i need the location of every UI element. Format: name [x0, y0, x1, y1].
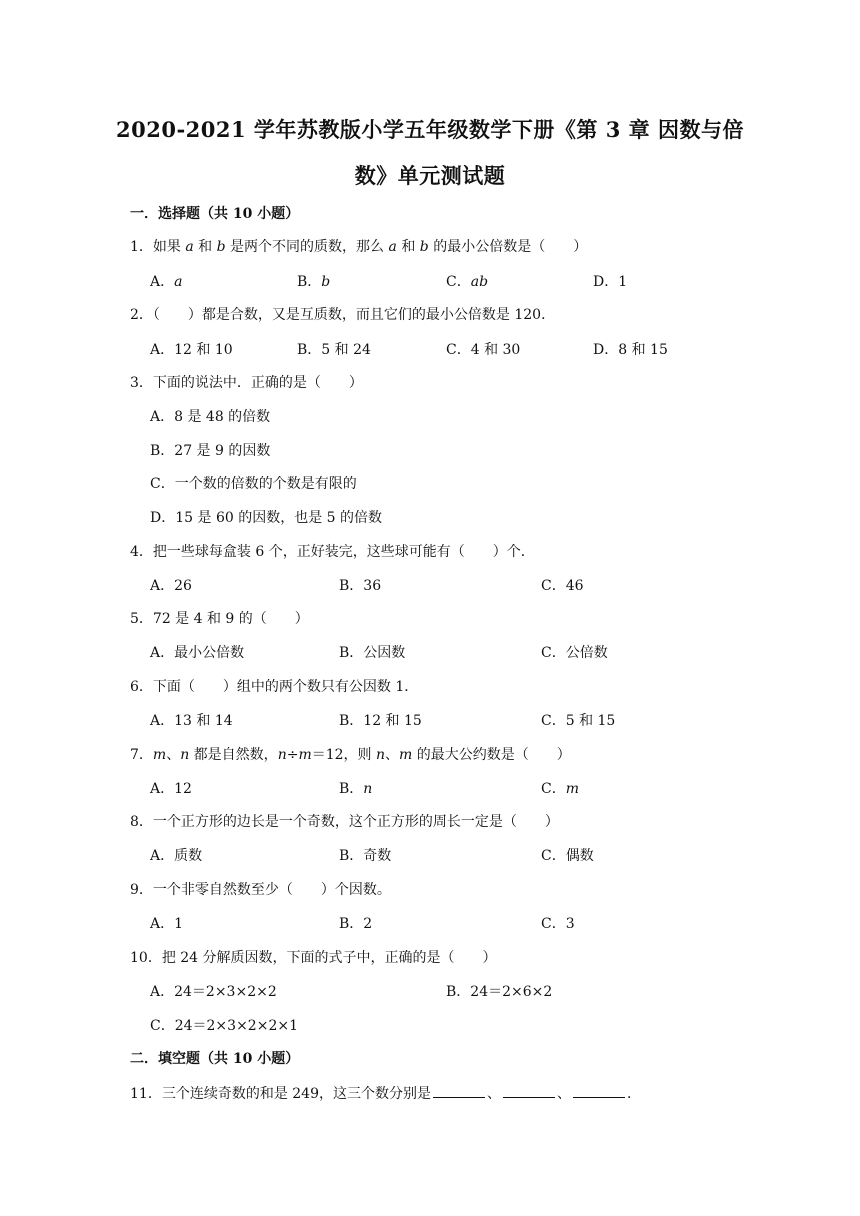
question-6: 6．下面（ ）组中的两个数只有公因数 1．: [130, 679, 419, 695]
question-text: 的最大公约数是（ ）: [412, 747, 571, 763]
question-11: [130, 1083, 641, 1103]
q8-option-b: B．奇数: [339, 848, 392, 864]
q4-option-c: C．46: [541, 578, 584, 594]
q9-option-a: A．1: [150, 916, 184, 932]
q7-option-b: [339, 778, 372, 798]
q2-option-c: C．4 和 30: [446, 342, 521, 358]
variable-b: b: [216, 239, 226, 255]
separator: 、: [557, 1086, 571, 1102]
question-10: 10．把 24 分解质因数，下面的式子中，正确的是（ ）: [130, 950, 497, 966]
question-5: 5．72 是 4 和 9 的（ ）: [130, 611, 309, 627]
variable-n: n: [376, 747, 386, 763]
question-7: [130, 744, 571, 764]
q5-option-b: B．公因数: [339, 645, 406, 661]
question-text: 11．三个连续奇数的和是 249，这三个数分别是: [130, 1086, 431, 1102]
q1-option-a: [150, 271, 182, 291]
option-label: C．: [446, 274, 471, 290]
question-text: 是两个不同的质数，那么: [225, 239, 389, 255]
document-title-line2: 数》单元测试题: [354, 163, 506, 188]
q4-option-b: B．36: [339, 578, 382, 594]
q10-option-a: A．24＝2×3×2×2: [150, 984, 277, 1000]
q7-option-a: A．12: [150, 781, 192, 797]
q5-option-c: C．公倍数: [541, 645, 608, 661]
section-fill-heading: 二．填空题（共 10 小题）: [130, 1051, 300, 1067]
q3-option-c: C．一个数的倍数的个数是有限的: [150, 476, 357, 492]
option-label: B．: [297, 274, 322, 290]
variable-m: m: [152, 747, 167, 763]
variable-m: m: [298, 747, 312, 763]
separator: 、: [487, 1086, 501, 1102]
option-value: n: [363, 781, 373, 797]
q8-option-c: C．偶数: [541, 848, 594, 864]
q3-option-d: D．15 是 60 的因数，也是 5 的倍数: [150, 510, 383, 526]
option-value: ab: [470, 274, 489, 290]
variable-a: a: [388, 239, 397, 255]
question-3: 3．下面的说法中．正确的是（ ）: [130, 375, 363, 391]
variable-n: n: [180, 747, 190, 763]
question-text: 如果: [152, 239, 186, 255]
question-text: ÷: [286, 747, 299, 763]
question-text: 、: [385, 747, 400, 763]
q10-option-b: B．24＝2×6×2: [446, 984, 553, 1000]
question-4: 4．把一些球每盒装 6 个，正好装完，这些球可能有（ ）个．: [130, 544, 535, 560]
variable-m: m: [399, 747, 413, 763]
question-9: 9．一个非零自然数至少（ ）个因数。: [130, 882, 391, 898]
q8-option-a: A．质数: [150, 848, 203, 864]
q7-option-c: [541, 778, 579, 798]
q1-option-b: [297, 271, 330, 291]
option-value: m: [565, 781, 579, 797]
question-text: 、: [166, 747, 181, 763]
question-text: 都是自然数，: [189, 747, 278, 763]
option-value: a: [174, 274, 183, 290]
answer-blank: [503, 1085, 555, 1098]
answer-blank: [433, 1085, 485, 1098]
question-2: 2．（ ）都是合数，又是互质数，而且它们的最小公倍数是 120．: [130, 307, 556, 323]
q5-option-a: A．最小公倍数: [150, 645, 245, 661]
question-text: 和: [193, 239, 217, 255]
answer-blank: [573, 1085, 625, 1098]
section-choice-heading: 一．选择题（共 10 小题）: [130, 206, 300, 222]
variable-n: n: [277, 747, 287, 763]
option-label: C．: [541, 781, 566, 797]
option-label: B．: [339, 781, 364, 797]
q3-option-b: B．27 是 9 的因数: [150, 443, 271, 459]
question-1: [130, 236, 587, 256]
q1-option-d: D．1: [593, 274, 628, 290]
question-number: 7．: [130, 747, 153, 763]
option-label: A．: [150, 274, 175, 290]
q1-option-c: [446, 271, 488, 291]
q9-option-c: C．3: [541, 916, 575, 932]
question-8: 8．一个正方形的边长是一个奇数，这个正方形的周长一定是（ ）: [130, 814, 559, 830]
option-value: b: [321, 274, 331, 290]
q6-option-c: C．5 和 15: [541, 713, 616, 729]
q6-option-b: B．12 和 15: [339, 713, 422, 729]
question-text: 的最小公倍数是（ ）: [428, 239, 588, 255]
q10-option-c: C．24＝2×3×2×2×1: [150, 1018, 298, 1034]
variable-a: a: [185, 239, 194, 255]
q6-option-a: A．13 和 14: [150, 713, 233, 729]
q2-option-b: B．5 和 24: [297, 342, 371, 358]
question-text: 和: [396, 239, 420, 255]
q4-option-a: A．26: [150, 578, 192, 594]
document-title-line1: 2020-2021 学年苏教版小学五年级数学下册《第 3 章 因数与倍: [116, 117, 744, 142]
variable-b: b: [419, 239, 429, 255]
q3-option-a: A．8 是 48 的倍数: [150, 409, 271, 425]
q2-option-a: A．12 和 10: [150, 342, 233, 358]
question-number: 1．: [130, 239, 153, 255]
separator: ．: [627, 1086, 641, 1102]
question-text: ＝12，则: [311, 747, 376, 763]
q2-option-d: D．8 和 15: [593, 342, 668, 358]
q9-option-b: B．2: [339, 916, 373, 932]
